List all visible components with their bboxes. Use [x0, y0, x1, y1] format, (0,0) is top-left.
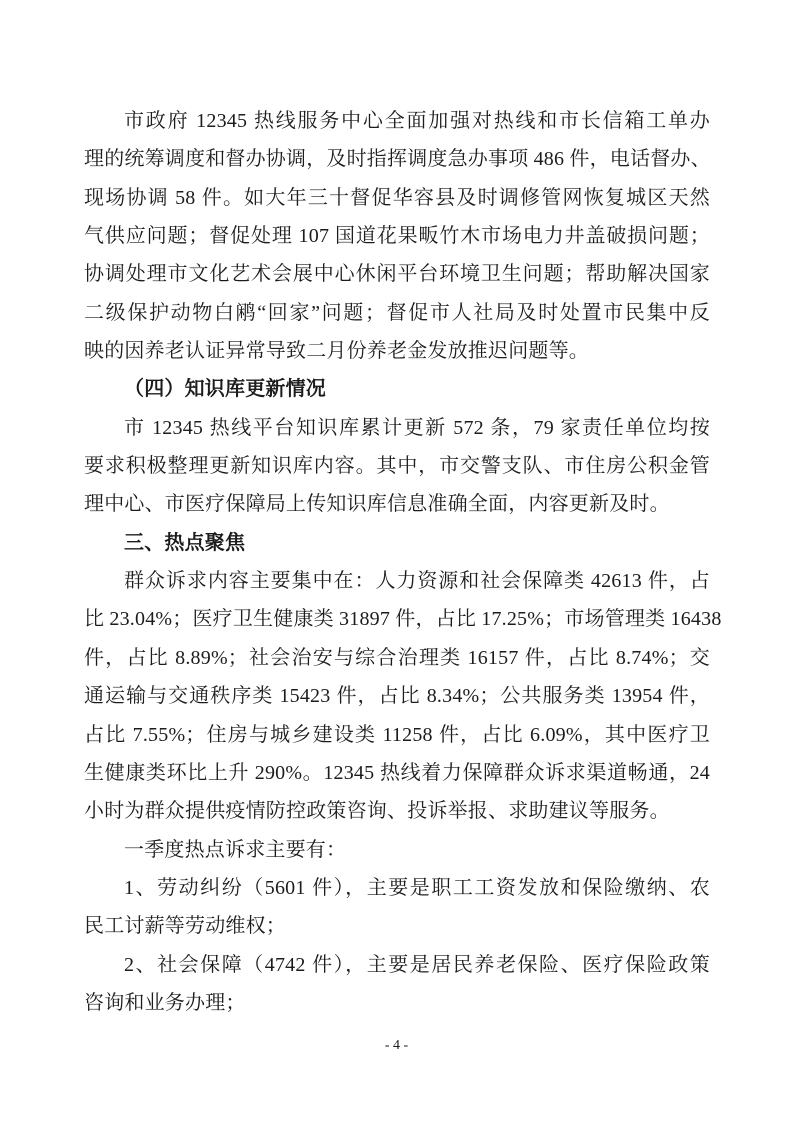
- page-number: - 4 -: [384, 1038, 409, 1053]
- body-text-line: 映的因养老认证异常导致二月份养老金发放推迟问题等。: [84, 340, 589, 363]
- body-text-line: 现场协调 58 件。如大年三十督促华容县及时调修管网恢复城区天然: [84, 186, 710, 209]
- body-text-line: 理中心、市医疗保障局上传知识库信息准确全面，内容更新及时。: [84, 493, 670, 516]
- body-text-line: 一季度热点诉求主要有：: [124, 838, 347, 861]
- body-text-line: 市 12345 热线平台知识库累计更新 572 条，79 家责任单位均按: [124, 416, 710, 439]
- list-item-labor-dispute-line: 1、劳动纠纷（5601 件），主要是职工工资发放和保险缴纳、农: [124, 876, 710, 899]
- body-text-line: 小时为群众提供疫情防控政策咨询、投诉举报、求助建议等服务。: [84, 800, 670, 823]
- body-text-line: 协调处理市文化艺术会展中心休闲平台环境卫生问题；帮助解决国家: [84, 263, 710, 286]
- body-text-line: 市政府 12345 热线服务中心全面加强对热线和市长信箱工单办: [124, 110, 710, 132]
- body-text-line: 通运输与交通秩序类 15423 件，占比 8.34%；公共服务类 13954 件，: [84, 685, 710, 708]
- body-text-line: 理的统筹调度和督办协调，及时指挥调度急办事项 486 件，电话督办、: [84, 148, 711, 171]
- body-text-line: 二级保护动物白鹇“回家”问题；督促市人社局及时处置市民集中反: [84, 301, 710, 324]
- list-item-labor-dispute-line: 民工讨薪等劳动维权；: [84, 915, 286, 938]
- body-text-line: 要求积极整理更新知识库内容。其中，市交警支队、市住房公积金管: [84, 455, 710, 478]
- body-text-line: 群众诉求内容主要集中在：人力资源和社会保障类 42613 件，占: [124, 570, 710, 593]
- section-heading-knowledge-base-update: （四）知识库更新情况: [124, 378, 326, 401]
- list-item-social-security-line: 咨询和业务办理；: [84, 991, 246, 1014]
- body-text-line: 占比 7.55%；住房与城乡建设类 11258 件，占比 6.09%，其中医疗卫: [84, 723, 710, 746]
- body-text-line: 生健康类环比上升 290%。12345 热线着力保障群众诉求渠道畅通，24: [84, 761, 710, 784]
- list-item-social-security-line: 2、社会保障（4742 件），主要是居民养老保险、医疗保险政策: [124, 953, 710, 976]
- document-body: [84, 102, 722, 1022]
- body-text-line: 件，占比 8.89%；社会治安与综合治理类 16157 件，占比 8.74%；交: [84, 646, 710, 669]
- body-text-line: 气供应问题；督促处理 107 国道花果畈竹木市场电力井盖破损问题；: [84, 225, 710, 248]
- section-heading-hotspot-focus: 三、热点聚焦: [124, 531, 246, 554]
- body-text-line: 比 23.04%；医疗卫生健康类 31897 件，占比 17.25%；市场管理类 16438: [84, 608, 722, 631]
